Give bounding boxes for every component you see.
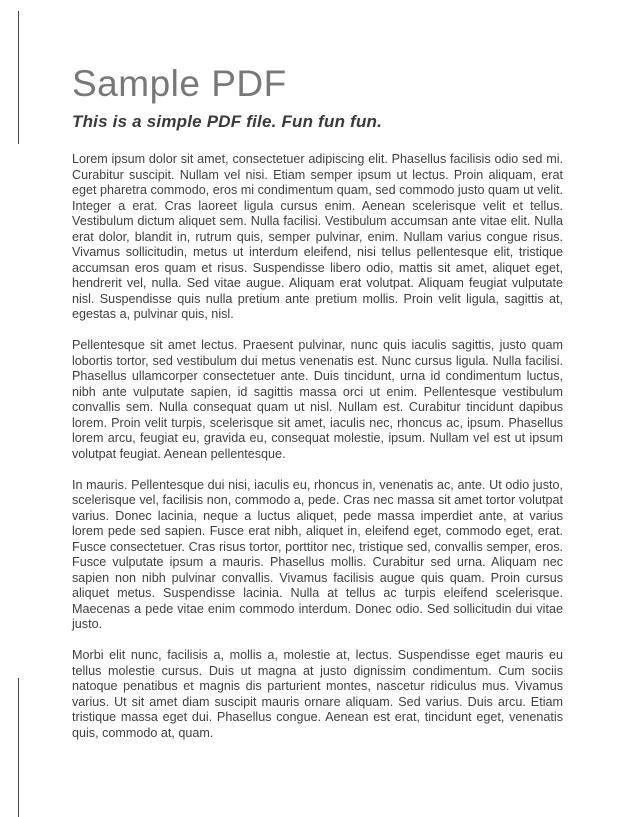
body-paragraph: Lorem ipsum dolor sit amet, consectetuer adipiscing elit. Phasellus facilisis odio sed mi. Curabitur suscipit. Nullam vel nisi. Etiam semper ipsum ut lectus. Proin aliquam, erat eget pharetra commodo, eros mi condimentum quam, sed commodo justo quam ut velit. Integer a erat. Cras laoreet ligula cursus enim. Aenean scelerisque velit et tellus. Vestibulum dictum aliquet sem. Nulla facilisi. Vestibulum accumsan ante vitae elit. Nulla erat dolor, blandit in, rutrum quis, semper pulvinar, enim. Nullam varius congue risus. Vivamus sollicitudin, metus ut interdum eleifend, nisi tellus pellentesque elit, tristique accumsan eros quam et risus. Suspendisse libero odio, mattis sit amet, aliquet eget, hendrerit vel, nulla. Sed vitae augue. Aliquam erat volutpat. Aliquam feugiat vulputate nisl. Suspendisse quis nulla pretium ante pretium mollis. Proin velit ligula, sagittis at, egestas a, pulvinar quis, nisl. xyxy=(72,152,563,321)
body-paragraph: In mauris. Pellentesque dui nisi, iaculis eu, rhoncus in, venenatis ac, ante. Ut odio justo, scelerisque vel, facilisis non, commodo a, pede. Cras nec massa sit amet tortor volutpat varius. Donec lacinia, neque a luctus aliquet, pede massa imperdiet ante, at varius lorem pede sed sapien. Fusce erat nibh, aliquet in, eleifend eget, commodo eget, erat. Fusce consectetuer. Cras risus tortor, porttitor nec, tristique sed, convallis semper, eros. Fusce vulputate ipsum a mauris. Phasellus mollis. Curabitur sed urna. Aliquam nec sapien non nibh pulvinar convallis. Vivamus facilisis augue quis quam. Proin cursus aliquet metus. Suspendisse lacinia. Nulla at tellus ac turpis eleifend scelerisque. Maecenas a pede vitae enim commodo interdum. Donec odio. Sed sollicitudin dui vitae justo. xyxy=(72,477,563,631)
document-title: Sample PDF xyxy=(72,63,287,104)
document-body xyxy=(72,152,563,741)
document-subtitle: This is a simple PDF file. Fun fun fun. xyxy=(72,112,383,131)
scan-edge-line-bottom xyxy=(18,678,19,817)
document-content xyxy=(72,64,563,741)
body-paragraph: Morbi elit nunc, facilisis a, mollis a, molestie at, lectus. Suspendisse eget mauris eu tellus molestie cursus. Duis ut magna at justo dignissim condimentum. Cum sociis natoque penatibus et magnis dis parturient montes, nascetur ridiculus mus. Vivamus varius. Ut sit amet diam suscipit mauris ornare aliquam. Sed varius. Duis arcu. Etiam tristique massa eget dui. Phasellus congue. Aenean est erat, tincidunt eget, venenatis quis, commodo at, quam. xyxy=(72,648,563,740)
body-paragraph: Pellentesque sit amet lectus. Praesent pulvinar, nunc quis iaculis sagittis, justo quam lobortis tortor, sed vestibulum dui metus venenatis est. Nunc cursus ligula. Nulla facilisi. Phasellus ullamcorper consectetuer ante. Duis tincidunt, urna id condimentum luctus, nibh ante vulputate sapien, id sagittis massa orci ut enim. Pellentesque vestibulum convallis sem. Nulla consequat quam ut nisl. Nullam est. Curabitur tincidunt dapibus lorem. Proin velit turpis, scelerisque sit amet, iaculis nec, rhoncus ac, ipsum. Phasellus lorem arcu, feugiat eu, gravida eu, consequat molestie, ipsum. Nullam vel est ut ipsum volutpat feugiat. Aenean pellentesque. xyxy=(72,338,563,461)
scan-edge-line-top xyxy=(18,11,19,144)
